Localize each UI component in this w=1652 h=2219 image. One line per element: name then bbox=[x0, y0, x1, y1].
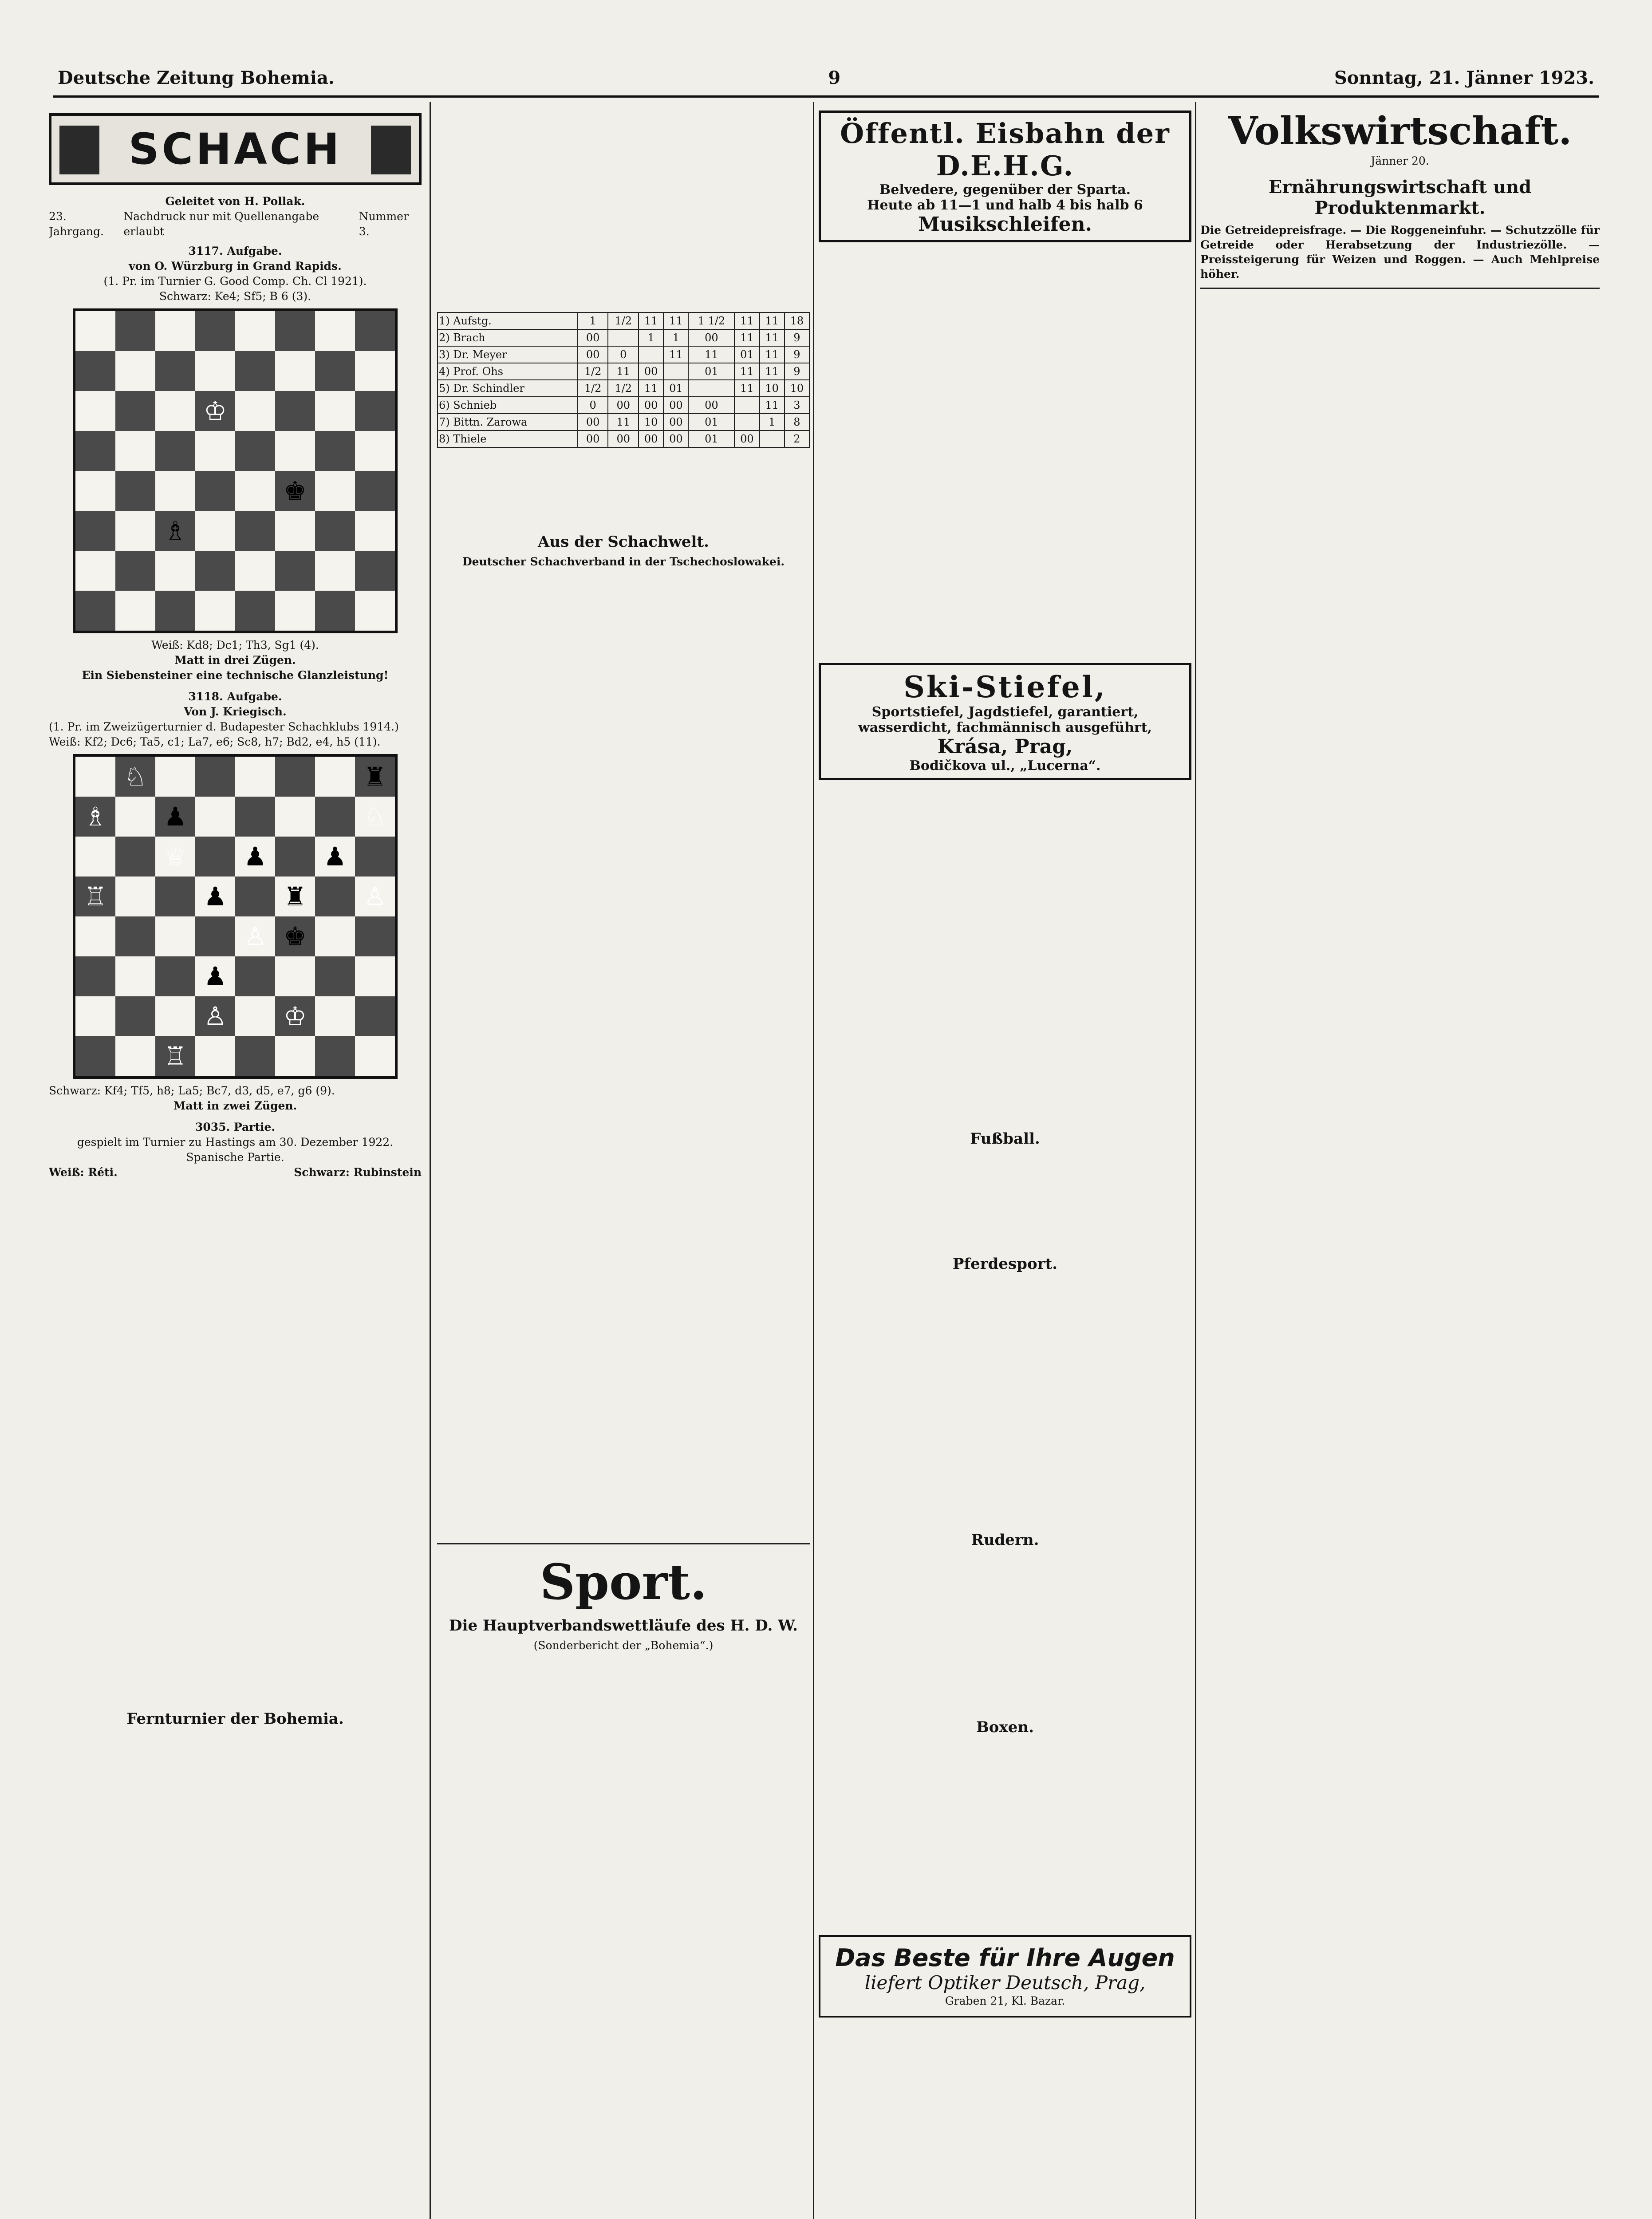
problem2-prize: (1. Pr. im Zweizügerturnier d. Budapester Schachklubs 1914.) bbox=[49, 720, 399, 733]
crosstable-score: 11 bbox=[688, 346, 734, 363]
optiker-address: Graben 21, Kl. Bazar. bbox=[945, 1994, 1065, 2007]
fussball-heading: Fußball. bbox=[970, 1130, 1040, 1148]
crosstable-score: 11 bbox=[734, 380, 759, 397]
economy-date: Jänner 20. bbox=[1371, 154, 1429, 167]
crosstable-player: 3) Dr. Meyer bbox=[438, 346, 578, 363]
crosstable-score: 1/2 bbox=[608, 380, 639, 397]
column-divider bbox=[430, 102, 431, 2219]
crosstable-score: 00 bbox=[639, 397, 663, 414]
crosstable-score: 00 bbox=[608, 430, 639, 447]
crosstable-score bbox=[760, 430, 785, 447]
crosstable-score: 01 bbox=[688, 363, 734, 380]
crosstable-score: 00 bbox=[734, 430, 759, 447]
boxen-text bbox=[819, 1740, 1191, 1926]
game-moves-text bbox=[49, 1180, 422, 1704]
crosstable-score: 00 bbox=[578, 430, 608, 447]
newspaper-name: Deutsche Zeitung Bohemia. bbox=[58, 67, 335, 88]
crosstable-score: 00 bbox=[688, 397, 734, 414]
crosstable-score bbox=[734, 397, 759, 414]
problem1-white: Weiß: Kd8; Dc1; Th3, Sg1 (4). bbox=[151, 639, 319, 651]
aus-schachwelt-heading: Aus der Schachwelt. bbox=[537, 533, 710, 551]
crosstable-row bbox=[438, 430, 809, 447]
economy-column bbox=[1200, 104, 1600, 2219]
page-header bbox=[58, 62, 1594, 93]
problem2-white: Weiß: Kf2; Dc6; Ta5, c1; La7, e6; Sc8, h7; Bd2, e4, h5 (11). bbox=[49, 735, 381, 748]
issue-date: Sonntag, 21. Jänner 1923. bbox=[1334, 67, 1594, 88]
sport-heading: Sport. bbox=[540, 1553, 707, 1611]
crosstable-player: 1) Aufstg. bbox=[438, 312, 578, 329]
problem1-goal: Matt in drei Zügen. bbox=[174, 654, 296, 667]
crosstable-score: 10 bbox=[785, 380, 809, 397]
crosstable-score: 0 bbox=[608, 346, 639, 363]
chess-title: SCHACH bbox=[128, 124, 342, 174]
crosstable-score bbox=[639, 346, 663, 363]
ski-title: Ski-Stiefel, bbox=[903, 670, 1107, 704]
optiker-slogan: Das Beste für Ihre Augen bbox=[835, 1944, 1175, 1972]
crosstable-score: 00 bbox=[663, 397, 688, 414]
eisbahn-ad bbox=[819, 111, 1191, 242]
crosstable-score: 8 bbox=[785, 414, 809, 430]
pferdesport-text bbox=[819, 1276, 1191, 1525]
crosstable-score bbox=[608, 329, 639, 346]
chess-column bbox=[49, 104, 422, 2219]
problem2-black: Schwarz: Kf4; Tf5, h8; La5; Bc7, d3, d5, e7, g6 (9). bbox=[49, 1084, 335, 1097]
eisbahn-times: Heute ab 11—1 und halb 4 bis halb 6 bbox=[867, 197, 1143, 213]
problem1-title: 3117. Aufgabe. bbox=[188, 245, 282, 257]
aus-schachwelt-subtitle: Deutscher Schachverband in der Tschechoslowakei. bbox=[462, 555, 785, 568]
sport-column bbox=[819, 104, 1191, 2219]
chess-world-text bbox=[437, 569, 810, 1537]
crosstable-score: 11 bbox=[760, 363, 785, 380]
ski-line2: Krása, Prag, bbox=[937, 735, 1073, 758]
crosstable-row bbox=[438, 414, 809, 430]
crosstable-score: 11 bbox=[760, 397, 785, 414]
crosstable-player: 7) Bittn. Zarowa bbox=[438, 414, 578, 430]
crosstable-score: 00 bbox=[608, 397, 639, 414]
rook-ornament-icon bbox=[371, 126, 411, 174]
crosstable-player: 4) Prof. Ohs bbox=[438, 363, 578, 380]
crosstable-score: 11 bbox=[608, 363, 639, 380]
problem1-black: Schwarz: Ke4; Sf5; B 6 (3). bbox=[159, 290, 311, 303]
crosstable-score: 11 bbox=[734, 312, 759, 329]
crosstable-score: 11 bbox=[734, 329, 759, 346]
sport-subheading: Die Hauptverbandswettläufe des H. D. W. bbox=[449, 1617, 798, 1635]
crosstable-row bbox=[438, 397, 809, 414]
crosstable-score: 1 bbox=[639, 329, 663, 346]
game-opening: Spanische Partie. bbox=[186, 1151, 284, 1164]
crosstable-score: 1 bbox=[760, 414, 785, 430]
fussball-text bbox=[819, 1151, 1191, 1249]
crosstable-score: 1 1/2 bbox=[688, 312, 734, 329]
crosstable-score: 11 bbox=[663, 312, 688, 329]
crosstable-score: 1 bbox=[578, 312, 608, 329]
crosstable-score: 00 bbox=[578, 329, 608, 346]
chess-number: Nummer 3. bbox=[359, 210, 409, 238]
crosstable-player: 5) Dr. Schindler bbox=[438, 380, 578, 397]
crosstable-score: 9 bbox=[785, 346, 809, 363]
crosstable-row bbox=[438, 346, 809, 363]
optiker-ad bbox=[819, 1935, 1191, 2018]
crosstable-score: 9 bbox=[785, 329, 809, 346]
crosstable-score: 00 bbox=[663, 414, 688, 430]
crosstable-row bbox=[438, 312, 809, 329]
column-divider bbox=[813, 102, 814, 2219]
chess-section-header bbox=[49, 113, 422, 185]
sport-note: (Sonderbericht der „Bohemia“.) bbox=[533, 1639, 714, 1652]
page-number: 9 bbox=[828, 67, 841, 88]
chess-board-problem1: ♔ ♚ ♗ bbox=[73, 308, 398, 633]
crosstable-score: 11 bbox=[760, 346, 785, 363]
crosstable-score bbox=[734, 414, 759, 430]
crosstable-score: 00 bbox=[688, 329, 734, 346]
problem2-goal: Matt in zwei Zügen. bbox=[173, 1099, 297, 1112]
pferdesport-heading: Pferdesport. bbox=[952, 1255, 1058, 1273]
eisbahn-location: Belvedere, gegenüber der Sparta. bbox=[879, 182, 1131, 197]
eisbahn-title: Öffentl. Eisbahn der D.E.H.G. bbox=[840, 117, 1170, 182]
crosstable-score: 01 bbox=[663, 380, 688, 397]
crosstable-score: 01 bbox=[688, 430, 734, 447]
crosstable-score: 10 bbox=[760, 380, 785, 397]
crosstable-score: 11 bbox=[734, 363, 759, 380]
problem1-author: von O. Würzburg in Grand Rapids. bbox=[129, 260, 342, 272]
crosstable-score: 1/2 bbox=[578, 363, 608, 380]
economy-article-text bbox=[1200, 295, 1600, 2159]
ski-ad bbox=[819, 663, 1191, 780]
economy-subheading: Ernährungswirtschaft und Produktenmarkt. bbox=[1268, 177, 1532, 218]
crosstable-score: 00 bbox=[578, 346, 608, 363]
problem2-author: Von J. Kriegisch. bbox=[184, 705, 287, 718]
crosstable-score: 11 bbox=[760, 312, 785, 329]
chess-editor: Geleitet von H. Pollak. bbox=[165, 195, 305, 208]
chess-note: Nachdruck nur mit Quellenangabe erlaubt bbox=[123, 210, 319, 238]
crosstable-score: 01 bbox=[688, 414, 734, 430]
crosstable bbox=[437, 312, 810, 448]
economy-lead: Die Getreidepreisfrage. — Die Roggeneinfuhr. — Schutzzölle für Getreide oder Herabsetzung der Industriezölle. — Preissteigerung für Weizen und Roggen. — Auch Mehlpreise höher. bbox=[1200, 224, 1600, 280]
rook-ornament-icon bbox=[59, 126, 99, 174]
crosstable-score: 1/2 bbox=[578, 380, 608, 397]
crosstable-player: 2) Brach bbox=[438, 329, 578, 346]
rudern-heading: Rudern. bbox=[971, 1531, 1039, 1549]
crosstable-row bbox=[438, 363, 809, 380]
sport-news-text bbox=[819, 786, 1191, 1124]
crosstable-score: 11 bbox=[639, 380, 663, 397]
crosstable-score bbox=[688, 380, 734, 397]
crosstable-score: 00 bbox=[578, 414, 608, 430]
ski-line3: Bodičkova ul., „Lucerna“. bbox=[909, 758, 1101, 774]
rudern-text bbox=[819, 1552, 1191, 1712]
section-divider bbox=[437, 1543, 810, 1544]
crosstable-score: 0 bbox=[578, 397, 608, 414]
optiker-name: liefert Optiker Deutsch, Prag, bbox=[864, 1972, 1146, 1994]
eisbahn-music: Musikschleifen. bbox=[918, 213, 1092, 236]
chess-board-problem2: ♘ ♜ ♗ ♟ ♘ ♕ ♟ ♟ ♖ ♟ ♜ ♙ ♙ ♚ ♟ ♙ ♔ ♖ bbox=[73, 754, 398, 1079]
crosstable-score: 01 bbox=[734, 346, 759, 363]
problem2-title: 3118. Aufgabe. bbox=[188, 690, 282, 703]
game-subtitle: gespielt im Turnier zu Hastings am 30. Dezember 1922. bbox=[77, 1136, 394, 1149]
crosstable-row bbox=[438, 380, 809, 397]
crosstable-score: 3 bbox=[785, 397, 809, 414]
game-title: 3035. Partie. bbox=[195, 1121, 276, 1133]
chess-news-text bbox=[437, 104, 810, 308]
economy-heading: Volkswirtschaft. bbox=[1228, 109, 1572, 154]
crosstable-score: 00 bbox=[639, 430, 663, 447]
crosstable-score: 9 bbox=[785, 363, 809, 380]
crosstable-score: 00 bbox=[663, 430, 688, 447]
ski-line1: Sportstiefel, Jagdstiefel, garantiert, wasserdicht, fachmännisch ausgeführt, bbox=[858, 704, 1152, 735]
chess-news-column bbox=[437, 104, 810, 2219]
crosstable-score: 00 bbox=[639, 363, 663, 380]
crosstable-score: 1 bbox=[663, 329, 688, 346]
crosstable-row bbox=[438, 329, 809, 346]
crosstable-score: 10 bbox=[639, 414, 663, 430]
boxen-heading: Boxen. bbox=[976, 1718, 1034, 1736]
column-divider bbox=[1195, 102, 1196, 2219]
chess-meta bbox=[49, 209, 422, 239]
header-rule bbox=[53, 95, 1599, 98]
black-player: Schwarz: Rubinstein bbox=[294, 1166, 422, 1179]
white-player: Weiß: Réti. bbox=[49, 1166, 118, 1179]
crosstable-player: 8) Thiele bbox=[438, 430, 578, 447]
winter-sport-text bbox=[819, 249, 1191, 657]
crosstable-notes bbox=[437, 451, 810, 527]
crosstable-score: 11 bbox=[760, 329, 785, 346]
sport-text bbox=[437, 1653, 810, 2219]
crosstable-score bbox=[663, 363, 688, 380]
crosstable-score: 11 bbox=[663, 346, 688, 363]
problem1-remark: Ein Siebensteiner eine technische Glanzleistung! bbox=[82, 669, 389, 682]
crosstable-score: 11 bbox=[608, 414, 639, 430]
chess-volume: 23. Jahrgang. bbox=[49, 210, 104, 238]
problem1-prize: (1. Pr. im Turnier G. Good Comp. Ch. Cl 1921). bbox=[103, 275, 367, 288]
crosstable-score: 18 bbox=[785, 312, 809, 329]
crosstable-player: 6) Schnieb bbox=[438, 397, 578, 414]
crosstable-score: 1/2 bbox=[608, 312, 639, 329]
crosstable-score: 11 bbox=[639, 312, 663, 329]
section-divider bbox=[1200, 288, 1600, 289]
fernturnier-heading: Fernturnier der Bohemia. bbox=[126, 1710, 344, 1728]
game-players bbox=[49, 1165, 422, 1180]
crosstable-score: 2 bbox=[785, 430, 809, 447]
